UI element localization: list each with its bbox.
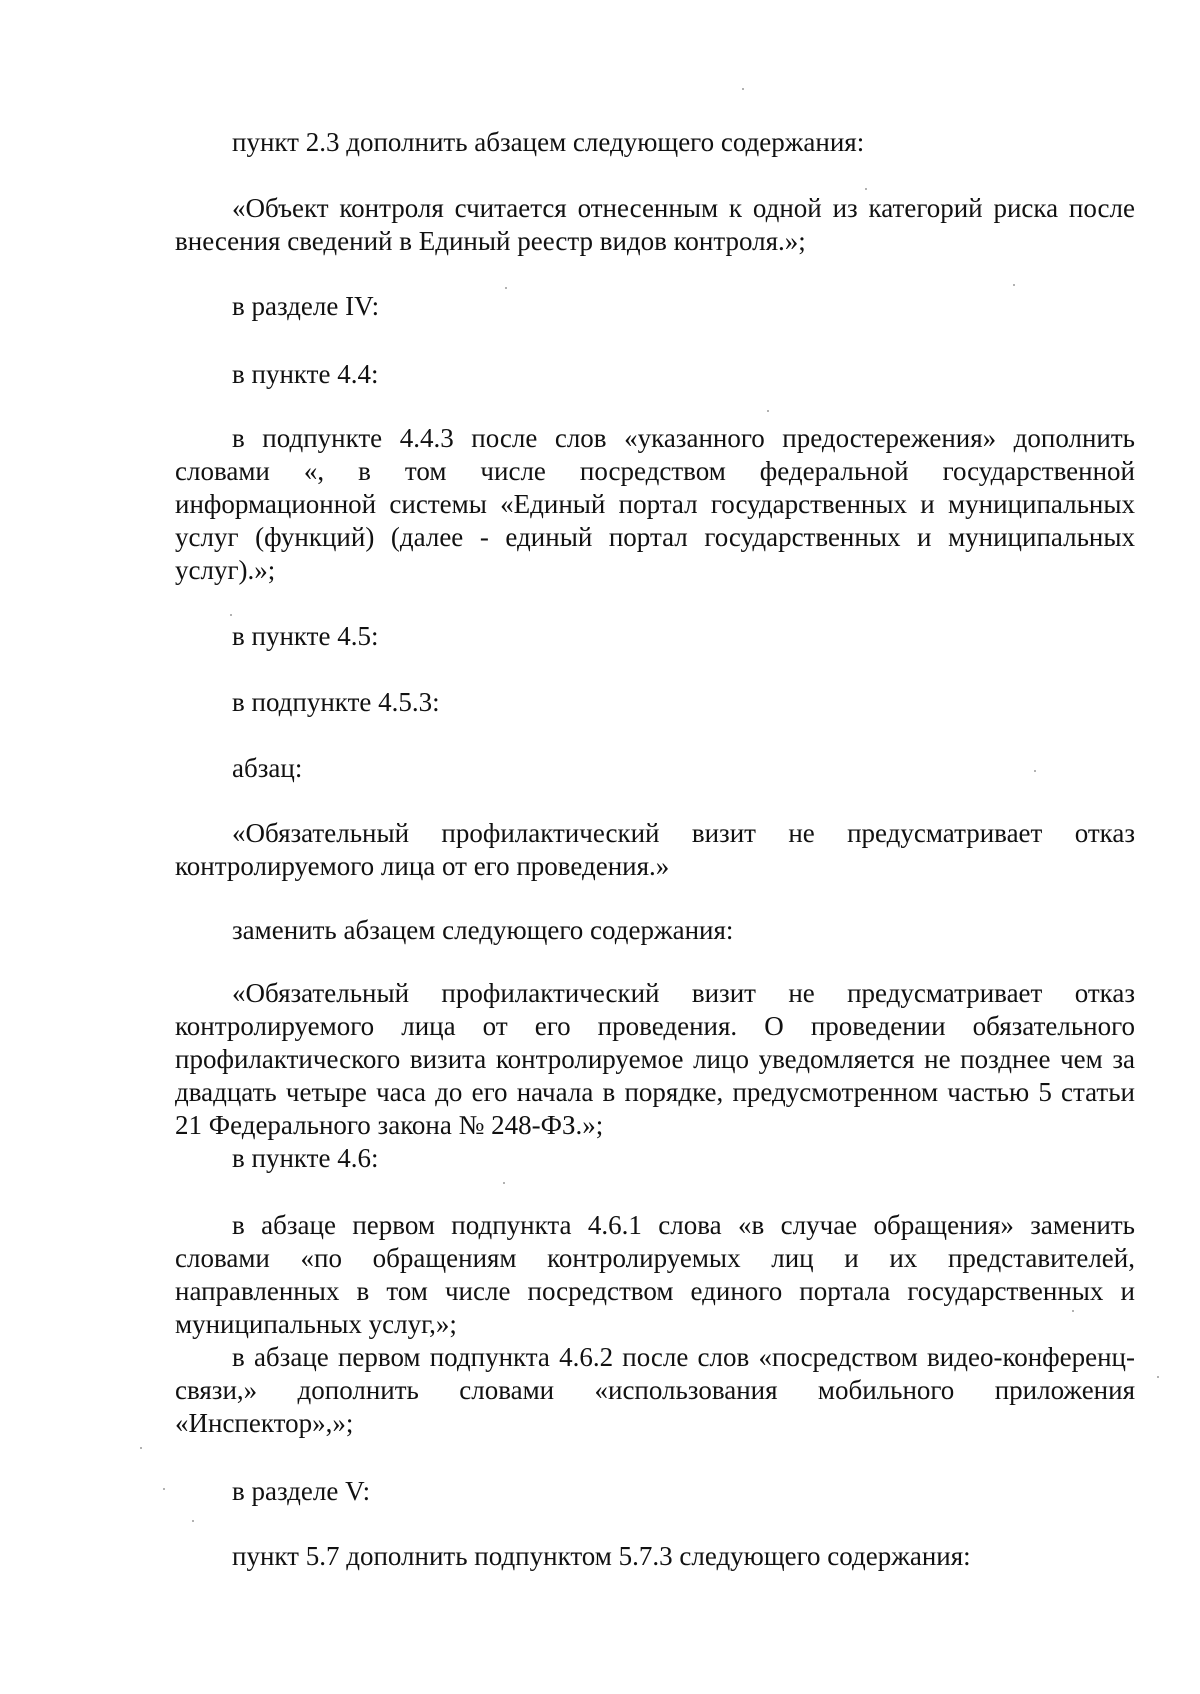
paragraph-2-3-intro: пункт 2.3 дополнить абзацем следующего содержания: [232, 127, 865, 157]
paragraph-replace-intro: заменить абзацем следующего содержания: [232, 915, 734, 945]
paragraph-old-visit-quote: «Обязательный профилактический визит не предусматривает отказ контролируемого лица от его проведения.» [175, 818, 1135, 881]
paragraph-new-visit-quote: «Обязательный профилактический визит не предусматривает отказ контролируемого лица от его проведения. О проведении обязательного профилактического визита контролируемое лицо уведомляется не позднее чем за двадцать четыре часа до его начала в порядке, предусмотренном частью 5 статьи 21 Федерального закона № 248-ФЗ.»; [175, 978, 1135, 1140]
paragraph-subitem-4-4-3: в подпункте 4.4.3 после слов «указанного предостережения» дополнить словами «, в том числе посредством федеральной государственной информационной системы «Единый портал государственных и муниципальных услуг (функций) (далее - единый портал государственных и муниципальных услуг).»; [175, 423, 1135, 585]
paragraph-risk-category-quote: «Объект контроля считается отнесенным к одной из категорий риска после внесения сведений в Единый реестр видов контроля.»; [175, 193, 1135, 256]
paragraph-subitem-4-6-2: в абзаце первом подпункта 4.6.2 после слов «посредством видео-конференц-связи,» дополнить словами «использования мобильного приложения «Инспектор»,»; [175, 1342, 1135, 1438]
paragraph-subitem-4-6-1: в абзаце первом подпункта 4.6.1 слова «в случае обращения» заменить словами «по обращениям контролируемых лиц и их представителей, направленных в том числе посредством единого портала государственных и муниципальных услуг,»; [175, 1210, 1135, 1339]
paragraph-item-4-6: в пункте 4.6: [232, 1143, 379, 1173]
paragraph-subitem-4-5-3: в подпункте 4.5.3: [232, 687, 440, 717]
scan-speck [742, 88, 744, 90]
scan-speck [192, 1520, 194, 1522]
scan-speck [1034, 770, 1036, 772]
scan-speck [230, 614, 232, 616]
paragraph-item-4-4: в пункте 4.4: [232, 359, 379, 389]
scan-speck [865, 188, 867, 190]
paragraph-item-4-5: в пункте 4.5: [232, 621, 379, 651]
paragraph-abzac: абзац: [232, 753, 303, 783]
scan-speck [767, 410, 769, 412]
scan-speck [505, 287, 507, 289]
scan-speck [503, 1182, 505, 1184]
scan-speck [163, 1488, 165, 1490]
scan-speck [1013, 284, 1015, 286]
paragraph-item-5-7: пункт 5.7 дополнить подпунктом 5.7.3 следующего содержания: [232, 1541, 971, 1571]
paragraph-section-iv: в разделе IV: [232, 291, 380, 321]
scan-speck [1072, 1310, 1074, 1312]
scan-speck [1157, 1376, 1159, 1378]
scan-speck [140, 1447, 142, 1449]
paragraph-section-v: в разделе V: [232, 1476, 371, 1506]
